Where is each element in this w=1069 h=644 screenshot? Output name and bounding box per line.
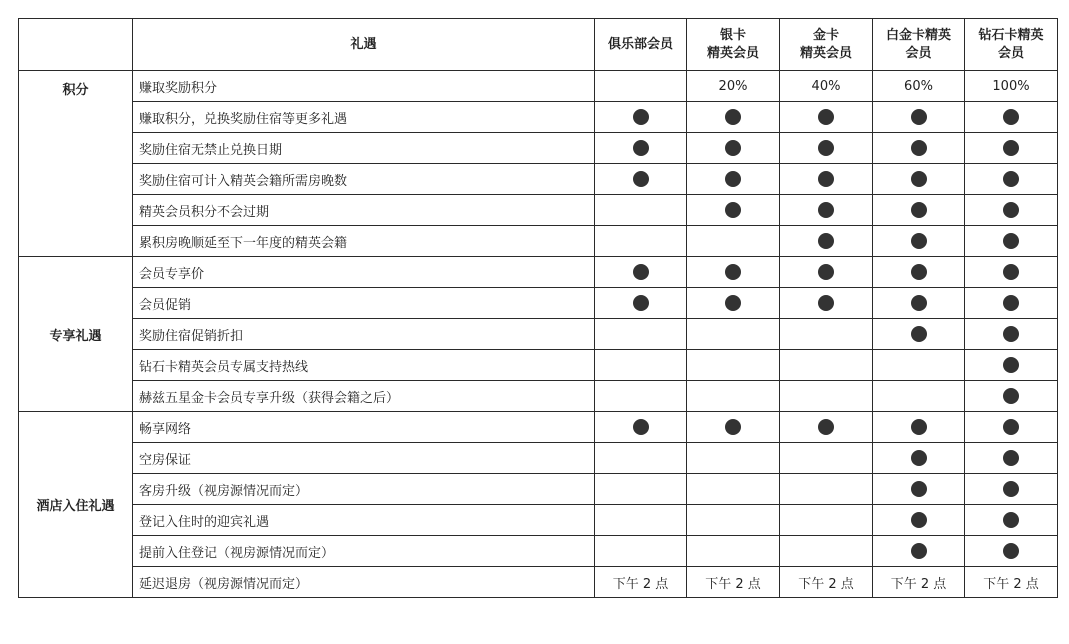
tier-cell [687, 412, 780, 443]
table-row [19, 474, 1058, 505]
included-dot-icon [911, 140, 927, 156]
included-dot-icon [725, 295, 741, 311]
tier-cell [873, 505, 965, 536]
section-label: 专享礼遇 [19, 257, 133, 412]
tier-cell [687, 536, 780, 567]
tier-cell [687, 257, 780, 288]
tier-cell [595, 350, 687, 381]
tier-cell: 40% [780, 71, 873, 102]
table-row [19, 133, 1058, 164]
benefit-label: 奖励住宿无禁止兑换日期 [133, 133, 595, 164]
benefit-label: 钻石卡精英会员专属支持热线 [133, 350, 595, 381]
tier-cell: 下午 2 点 [595, 567, 687, 598]
tier-cell: 100% [965, 71, 1058, 102]
tier-cell [595, 381, 687, 412]
tier-cell [873, 226, 965, 257]
tier-cell [687, 350, 780, 381]
included-dot-icon [818, 171, 834, 187]
included-dot-icon [1003, 326, 1019, 342]
tier-cell: 20% [687, 71, 780, 102]
tier-cell [965, 505, 1058, 536]
included-dot-icon [1003, 295, 1019, 311]
included-dot-icon [633, 295, 649, 311]
tier-cell [873, 257, 965, 288]
tier-cell [780, 350, 873, 381]
tier-cell: 60% [873, 71, 965, 102]
tier-cell [965, 350, 1058, 381]
table-row [19, 536, 1058, 567]
included-dot-icon [911, 512, 927, 528]
section-label: 积分 [19, 71, 133, 257]
tier-cell [687, 226, 780, 257]
included-dot-icon [1003, 264, 1019, 280]
benefit-label: 奖励住宿可计入精英会籍所需房晚数 [133, 164, 595, 195]
included-dot-icon [911, 233, 927, 249]
header-tier-club: 俱乐部会员 [595, 19, 687, 71]
included-dot-icon [1003, 140, 1019, 156]
tier-cell [873, 474, 965, 505]
tier-cell [595, 288, 687, 319]
tier-cell [965, 195, 1058, 226]
tier-cell [873, 133, 965, 164]
table-row [19, 257, 1058, 288]
tier-cell [965, 226, 1058, 257]
tier-cell [873, 536, 965, 567]
benefits-table [18, 18, 1058, 598]
included-dot-icon [911, 109, 927, 125]
tier-cell [873, 412, 965, 443]
benefit-label: 奖励住宿促销折扣 [133, 319, 595, 350]
included-dot-icon [1003, 481, 1019, 497]
included-dot-icon [911, 264, 927, 280]
tier-cell [873, 195, 965, 226]
included-dot-icon [725, 171, 741, 187]
included-dot-icon [911, 295, 927, 311]
table-row [19, 567, 1058, 598]
table-row [19, 443, 1058, 474]
tier-cell [873, 443, 965, 474]
tier-cell [687, 381, 780, 412]
included-dot-icon [1003, 450, 1019, 466]
tier-cell [687, 102, 780, 133]
tier-cell [687, 164, 780, 195]
included-dot-icon [725, 419, 741, 435]
tier-cell [595, 536, 687, 567]
tier-cell [965, 133, 1058, 164]
table-row [19, 195, 1058, 226]
tier-cell [965, 412, 1058, 443]
included-dot-icon [633, 140, 649, 156]
tier-cell [780, 226, 873, 257]
tier-cell [595, 226, 687, 257]
tier-cell [780, 474, 873, 505]
benefit-label: 会员专享价 [133, 257, 595, 288]
benefit-label: 畅享网络 [133, 412, 595, 443]
tier-cell: 下午 2 点 [873, 567, 965, 598]
tier-cell [595, 443, 687, 474]
benefit-label: 会员促销 [133, 288, 595, 319]
tier-cell [780, 164, 873, 195]
table-row [19, 71, 1058, 102]
tier-cell [780, 319, 873, 350]
tier-cell [595, 474, 687, 505]
tier-cell [965, 319, 1058, 350]
table-row [19, 288, 1058, 319]
tier-cell [595, 102, 687, 133]
included-dot-icon [1003, 202, 1019, 218]
tier-cell [780, 443, 873, 474]
included-dot-icon [911, 481, 927, 497]
table-row [19, 226, 1058, 257]
tier-cell [780, 381, 873, 412]
tier-cell [873, 350, 965, 381]
tier-cell [780, 133, 873, 164]
included-dot-icon [633, 109, 649, 125]
included-dot-icon [818, 264, 834, 280]
table-row [19, 412, 1058, 443]
included-dot-icon [1003, 357, 1019, 373]
header-corner [19, 19, 133, 71]
included-dot-icon [1003, 543, 1019, 559]
tier-cell [595, 319, 687, 350]
included-dot-icon [818, 295, 834, 311]
benefit-label: 赚取奖励积分 [133, 71, 595, 102]
tier-cell [595, 71, 687, 102]
tier-cell [965, 288, 1058, 319]
included-dot-icon [1003, 388, 1019, 404]
benefit-label: 提前入住登记（视房源情况而定） [133, 536, 595, 567]
included-dot-icon [725, 202, 741, 218]
tier-cell [780, 102, 873, 133]
included-dot-icon [911, 326, 927, 342]
tier-cell [965, 257, 1058, 288]
tier-cell [595, 164, 687, 195]
included-dot-icon [1003, 109, 1019, 125]
included-dot-icon [911, 543, 927, 559]
header-tier-diamond: 钻石卡精英 会员 [965, 19, 1058, 71]
tier-cell [965, 381, 1058, 412]
tier-cell [965, 102, 1058, 133]
benefit-label: 累积房晚顺延至下一年度的精英会籍 [133, 226, 595, 257]
tier-cell [873, 319, 965, 350]
header-benefit: 礼遇 [133, 19, 595, 71]
tier-cell [780, 412, 873, 443]
included-dot-icon [633, 264, 649, 280]
table-row [19, 102, 1058, 133]
tier-cell [873, 102, 965, 133]
benefit-label: 空房保证 [133, 443, 595, 474]
included-dot-icon [911, 419, 927, 435]
tier-cell [780, 288, 873, 319]
tier-cell [595, 257, 687, 288]
table-row [19, 381, 1058, 412]
included-dot-icon [818, 419, 834, 435]
benefit-label: 延迟退房（视房源情况而定） [133, 567, 595, 598]
included-dot-icon [633, 419, 649, 435]
included-dot-icon [818, 233, 834, 249]
benefit-label: 登记入住时的迎宾礼遇 [133, 505, 595, 536]
included-dot-icon [911, 202, 927, 218]
included-dot-icon [725, 140, 741, 156]
included-dot-icon [1003, 419, 1019, 435]
tier-cell [780, 257, 873, 288]
table-row [19, 350, 1058, 381]
tier-cell [687, 443, 780, 474]
header-tier-silver: 银卡 精英会员 [687, 19, 780, 71]
tier-cell [595, 412, 687, 443]
tier-cell: 下午 2 点 [780, 567, 873, 598]
tier-cell [780, 505, 873, 536]
tier-cell: 下午 2 点 [965, 567, 1058, 598]
included-dot-icon [725, 109, 741, 125]
tier-cell [965, 164, 1058, 195]
tier-cell [595, 195, 687, 226]
included-dot-icon [818, 202, 834, 218]
benefit-label: 精英会员积分不会过期 [133, 195, 595, 226]
tier-cell: 下午 2 点 [687, 567, 780, 598]
tier-cell [687, 195, 780, 226]
tier-cell [687, 474, 780, 505]
table-row [19, 164, 1058, 195]
included-dot-icon [818, 140, 834, 156]
tier-cell [595, 133, 687, 164]
included-dot-icon [818, 109, 834, 125]
tier-cell [780, 536, 873, 567]
header-tier-platinum: 白金卡精英 会员 [873, 19, 965, 71]
tier-cell [873, 288, 965, 319]
tier-cell [873, 381, 965, 412]
included-dot-icon [1003, 233, 1019, 249]
tier-cell [780, 195, 873, 226]
included-dot-icon [911, 171, 927, 187]
tier-cell [687, 505, 780, 536]
section-label: 酒店入住礼遇 [19, 412, 133, 598]
tier-cell [965, 474, 1058, 505]
benefit-label: 赫兹五星金卡会员专享升级（获得会籍之后） [133, 381, 595, 412]
tier-cell [687, 133, 780, 164]
tier-cell [873, 164, 965, 195]
tier-cell [687, 319, 780, 350]
included-dot-icon [1003, 512, 1019, 528]
header-row [19, 19, 1058, 71]
tier-cell [595, 505, 687, 536]
included-dot-icon [1003, 171, 1019, 187]
tier-cell [687, 288, 780, 319]
tier-cell [965, 443, 1058, 474]
table-row [19, 319, 1058, 350]
benefit-label: 赚取积分，兑换奖励住宿等更多礼遇 [133, 102, 595, 133]
header-tier-gold: 金卡 精英会员 [780, 19, 873, 71]
table-row [19, 505, 1058, 536]
benefit-label: 客房升级（视房源情况而定） [133, 474, 595, 505]
included-dot-icon [911, 450, 927, 466]
included-dot-icon [633, 171, 649, 187]
tier-cell [965, 536, 1058, 567]
included-dot-icon [725, 264, 741, 280]
table-body [19, 71, 1058, 598]
